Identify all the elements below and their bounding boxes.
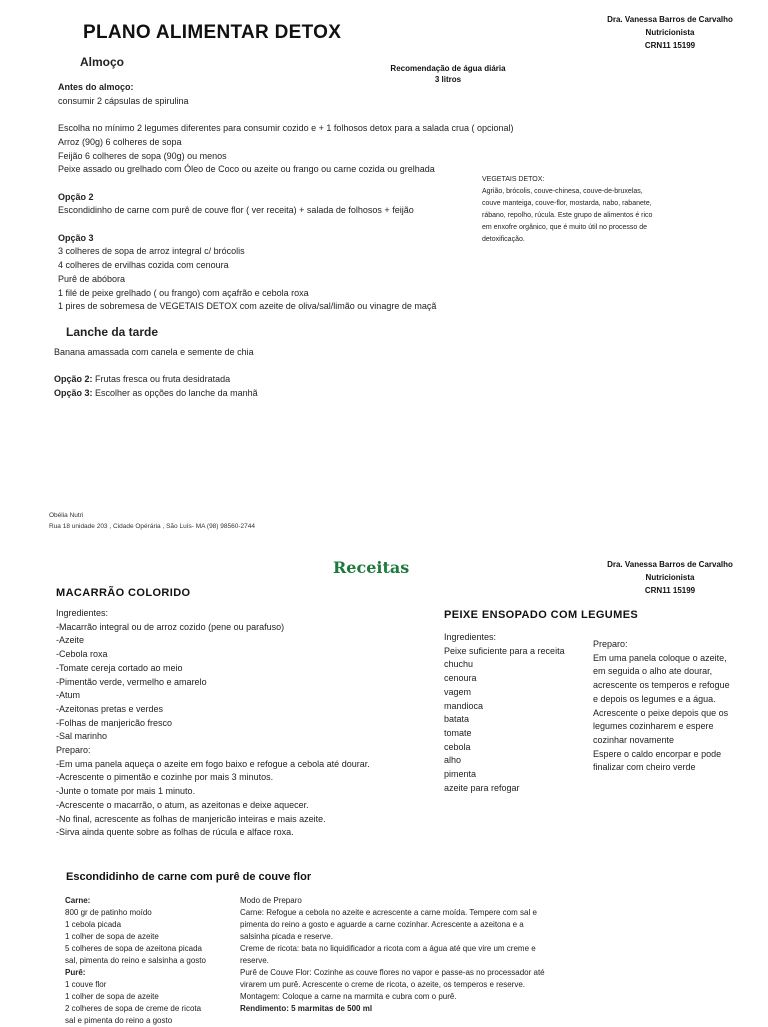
macarrao-line: -Azeite	[56, 635, 85, 646]
peixe-ingredient: chuchu	[444, 659, 474, 670]
peixe-ingredient: alho	[444, 755, 462, 766]
macarrao-line: Ingredientes:	[56, 608, 109, 618]
detox-line: couve manteiga, couve-flor, mostarda, nabo, rabanete,	[482, 200, 652, 207]
modo-line: Montagem: Coloque a carne na marmita e cubra com o purê.	[240, 992, 457, 1001]
peixe-ingredient: pimenta	[444, 769, 477, 780]
option3-line: 1 pires de sobremesa de VEGETAIS DETOX com azeite de oliva/sal/limão ou vinagre de maçã	[58, 301, 437, 312]
peixe-ingredient: vagem	[444, 686, 472, 697]
macarrao-line: -Cebola roxa	[56, 649, 108, 660]
escondidinho-ingredients	[65, 895, 235, 1027]
carne-ingredient: 1 cebola picada	[65, 920, 122, 929]
carne-ingredient: 800 gr de patinho moído	[65, 908, 152, 917]
pure-ingredient: 2 colheres de sopa de creme de ricota	[65, 1004, 202, 1013]
macarrao-line: -No final, acrescente as folhas de manjericão inteiras e mais azeite.	[56, 813, 326, 824]
rendimento: Rendimento: 5 marmitas de 500 ml	[240, 1004, 373, 1013]
doctor-info-page2	[588, 558, 752, 597]
peixe-prep	[593, 638, 758, 775]
macarrao-line: -Sirva ainda quente sobre as folhas de rúcula e alface roxa.	[56, 827, 294, 838]
option3-line: 4 colheres de ervilhas cozida com cenoura	[58, 260, 229, 271]
doctor-name: Dra. Vanessa Barros de Carvalho	[607, 560, 733, 569]
option3-line: Purê de abóbora	[58, 273, 126, 284]
pure-ingredient: 1 couve flor	[65, 980, 107, 989]
doctor-role: Nutricionista	[645, 28, 695, 37]
macarrao-line: -Acrescente o pimentão e cozinhe por mais 3 minutos.	[56, 772, 274, 783]
detox-heading: VEGETAIS DETOX:	[482, 176, 545, 183]
snack-content	[54, 346, 454, 401]
water-label: Recomendação de água diária	[390, 64, 506, 73]
peixe-prep-line: Espere o caldo encorpar e pode	[593, 748, 722, 759]
snack-option3-label: Opção 3:	[54, 388, 93, 399]
doctor-crn: CRN11 15199	[644, 41, 696, 50]
peixe-prep-line: finalizar com cheiro verde	[593, 762, 696, 773]
water-amount: 3 litros	[434, 75, 462, 84]
option3-line: 3 colheres de sopa de arroz integral c/ brócolis	[58, 246, 245, 257]
macarrao-line: -Macarrão integral ou de arroz cozido (pene ou parafuso)	[56, 621, 285, 632]
peixe-ingredient: cebola	[444, 741, 471, 752]
escondidinho-title: Escondidinho de carne com purê de couve flor	[66, 871, 312, 883]
detox-line: Agrião, brócolis, couve-chinesa, couve-de-bruxelas,	[482, 188, 643, 195]
carne-label: Carne:	[65, 896, 91, 905]
snack-option2-label: Opção 2:	[54, 374, 93, 385]
modo-line: Creme de ricota: bata no liquidificador a ricota com a água até que vire um creme e	[240, 944, 536, 953]
macarrao-recipe	[56, 607, 426, 840]
modo-line: reserve.	[240, 956, 269, 965]
before-lunch-text: consumir 2 cápsulas de spirulina	[58, 95, 189, 106]
macarrao-line: -Pimentão verde, vermelho e amarelo	[56, 676, 207, 687]
peixe-prep-line: acrescente os temperos e refogue	[593, 680, 730, 691]
peixe-ingredient: cenoura	[444, 673, 477, 684]
option3-line: 1 filé de peixe grelhado ( ou frango) com açafrão e cebola roxa	[58, 287, 309, 298]
macarrao-line: -Sal marinho	[56, 731, 108, 742]
peixe-ingredients	[444, 631, 589, 795]
modo-line: Modo de Preparo	[240, 896, 302, 905]
detox-line: rábano, repolho, rúcula. Este grupo de alimentos é rico	[482, 212, 653, 219]
option3-label: Opção 3	[58, 232, 94, 243]
snack-text: Banana amassada com canela e semente de chia	[54, 347, 254, 357]
peixe-prep-line: Acrescente o peixe depois que os	[593, 707, 729, 718]
modo-line: virarem um purê. Acrescente o creme de ricota, o azeite, os temperos e reserve.	[240, 980, 526, 989]
lunch-heading: Almoço	[80, 55, 125, 69]
peixe-ingredient: Ingredientes:	[444, 632, 497, 642]
peixe-prep-line: Preparo:	[593, 639, 628, 649]
modo-line: Carne: Refogue a cebola no azeite e acrescente a carne moída. Tempere com sal e	[240, 908, 537, 917]
detox-line: detoxificação.	[482, 236, 525, 243]
carne-ingredient: sal, pimenta do reino e salsinha a gosto	[65, 956, 206, 965]
peixe-ingredient: azeite para refogar	[444, 782, 520, 793]
pure-ingredient: sal e pimenta do reino a gosto	[65, 1016, 173, 1025]
peixe-title: PEIXE ENSOPADO COM LEGUMES	[444, 609, 639, 621]
macarrao-title: MACARRÃO COLORIDO	[56, 587, 191, 599]
doctor-crn: CRN11 15199	[644, 586, 696, 595]
detox-vegetables	[482, 174, 752, 246]
pure-label: Purê:	[65, 968, 86, 977]
option2-label: Opção 2	[58, 191, 94, 202]
peixe-ingredient: Peixe suficiente para a receita	[444, 645, 565, 656]
snack-heading: Lanche da tarde	[66, 325, 159, 339]
snack-option3	[54, 387, 454, 401]
peixe-prep-line: e depois os legumes e a água.	[593, 693, 716, 704]
doctor-role: Nutricionista	[645, 573, 695, 582]
footer	[49, 510, 369, 532]
peixe-prep-line: em seguida o alho ate dourar,	[593, 666, 713, 677]
macarrao-line: -Junte o tomate por mais 1 minuto.	[56, 786, 196, 797]
snack-option2	[54, 373, 454, 387]
macarrao-line: -Azeitonas pretas e verdes	[56, 703, 164, 714]
macarrao-line: -Em uma panela aqueça o azeite em fogo baixo e refogue a cebola até dourar.	[56, 758, 370, 769]
carne-ingredient: 5 colheres de sopa de azeitona picada	[65, 944, 202, 953]
option2-text: Escondidinho de carne com purê de couve flor ( ver receita) + salada de folhosos + feijão	[58, 205, 414, 216]
peixe-prep-line: Em uma panela coloque o azeite,	[593, 652, 727, 663]
macarrao-line: -Atum	[56, 690, 81, 701]
snack-option3-text: Escolher as opções do lanche da manhã	[92, 388, 258, 399]
modo-line: salsinha picada e reserve.	[240, 932, 333, 941]
macarrao-line: -Folhas de manjericão fresco	[56, 717, 173, 728]
snack-option2-text: Frutas fresca ou fruta desidratada	[92, 374, 231, 385]
peixe-prep-line: cozinhar novamente	[593, 734, 675, 745]
doctor-info	[588, 13, 752, 52]
macarrao-line: -Acrescente o macarrão, o atum, as azeitonas e deixe aquecer.	[56, 799, 309, 810]
recipes-title: Receitas	[333, 558, 410, 577]
page-title: PLANO ALIMENTAR DETOX	[83, 22, 342, 43]
macarrao-line: Preparo:	[56, 745, 91, 756]
option1-line: Arroz (90g) 6 colheres de sopa	[58, 136, 182, 147]
macarrao-line: -Tomate cereja cortado ao meio	[56, 662, 183, 673]
peixe-ingredient: tomate	[444, 727, 472, 738]
carne-ingredient: 1 colher de sopa de azeite	[65, 932, 159, 941]
doctor-name: Dra. Vanessa Barros de Carvalho	[607, 15, 733, 24]
footer-name: Obélia Nutri	[49, 512, 84, 519]
before-lunch-label: Antes do almoço:	[58, 82, 134, 92]
option1-line: Peixe assado ou grelhado com Óleo de Coco ou azeite ou frango ou carne cozida ou grelhada	[58, 164, 435, 175]
option1-line: Escolha no mínimo 2 legumes diferentes para consumir cozido e + 1 folhosos detox para a salada crua ( opcional)	[58, 123, 514, 134]
modo-line: Purê de Couve Flor: Cozinhe as couve flores no vapor e passe-as no processador até	[240, 968, 545, 977]
peixe-ingredient: mandioca	[444, 700, 484, 711]
pure-ingredient: 1 colher de sopa de azeite	[65, 992, 159, 1001]
peixe-ingredient: batata	[444, 714, 470, 725]
peixe-prep-line: legumes cozinharem e espere	[593, 721, 714, 732]
escondidinho-modo	[240, 895, 585, 1015]
footer-address: Rua 18 unidade 203 , Cidade Opérária , São Luís- MA (98) 98560-2744	[49, 523, 255, 530]
detox-line: em enxofre orgânico, que é muito útil no processo de	[482, 224, 647, 231]
modo-line: pimenta do reino a gosto e aguarde a carne cozinhar. Acrescente a azeitona e a	[240, 920, 524, 929]
option1-line: Feijão 6 colheres de sopa (90g) ou menos	[58, 150, 227, 161]
